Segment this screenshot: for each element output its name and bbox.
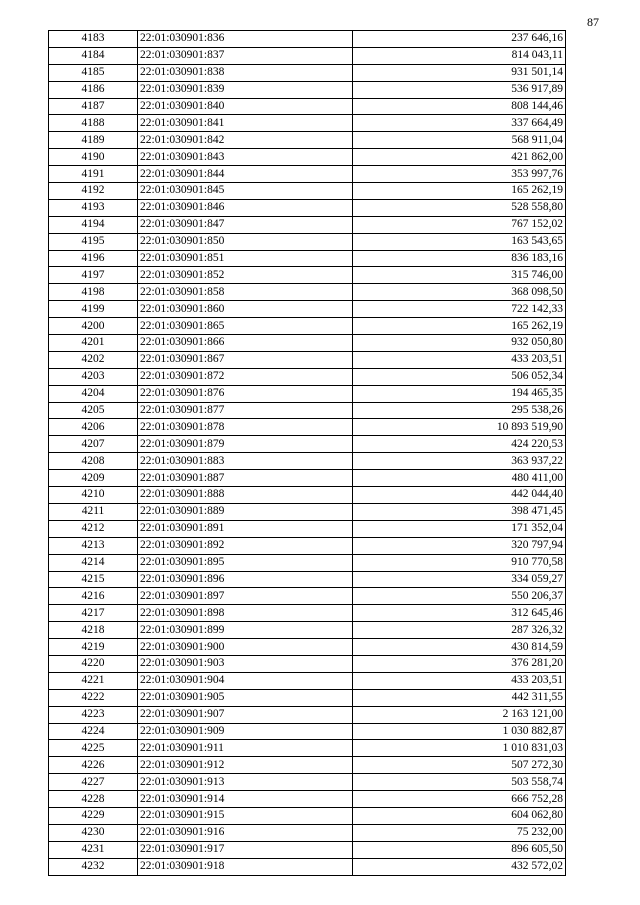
value-cell: 433 203,51 — [353, 672, 566, 689]
value-cell: 334 059,27 — [353, 571, 566, 588]
row-number-cell: 4185 — [49, 64, 138, 81]
row-number-cell: 4200 — [49, 318, 138, 335]
row-number-cell: 4219 — [49, 639, 138, 656]
cadastral-number-cell: 22:01:030901:839 — [138, 81, 353, 98]
row-number-cell: 4204 — [49, 385, 138, 402]
cadastral-number-cell: 22:01:030901:909 — [138, 723, 353, 740]
value-cell: 528 558,80 — [353, 199, 566, 216]
row-number-cell: 4231 — [49, 841, 138, 858]
table-row — [49, 402, 566, 419]
row-number-cell: 4211 — [49, 503, 138, 520]
value-cell: 503 558,74 — [353, 774, 566, 791]
table-row — [49, 301, 566, 318]
table-body — [49, 31, 566, 876]
value-cell: 376 281,20 — [353, 655, 566, 672]
cadastral-number-cell: 22:01:030901:898 — [138, 605, 353, 622]
row-number-cell: 4209 — [49, 470, 138, 487]
row-number-cell: 4187 — [49, 98, 138, 115]
table-row — [49, 841, 566, 858]
value-cell: 398 471,45 — [353, 503, 566, 520]
row-number-cell: 4214 — [49, 554, 138, 571]
value-cell: 163 543,65 — [353, 233, 566, 250]
value-cell: 836 183,16 — [353, 250, 566, 267]
cadastral-number-cell: 22:01:030901:915 — [138, 807, 353, 824]
table-row — [49, 503, 566, 520]
cadastral-number-cell: 22:01:030901:877 — [138, 402, 353, 419]
row-number-cell: 4228 — [49, 791, 138, 808]
table-row — [49, 47, 566, 64]
cadastral-number-cell: 22:01:030901:878 — [138, 419, 353, 436]
cadastral-number-cell: 22:01:030901:918 — [138, 858, 353, 875]
table-row — [49, 81, 566, 98]
value-cell: 931 501,14 — [353, 64, 566, 81]
table-row — [49, 470, 566, 487]
value-cell: 165 262,19 — [353, 183, 566, 200]
row-number-cell: 4186 — [49, 81, 138, 98]
value-cell: 368 098,50 — [353, 284, 566, 301]
cadastral-number-cell: 22:01:030901:914 — [138, 791, 353, 808]
row-number-cell: 4184 — [49, 47, 138, 64]
table-row — [49, 183, 566, 200]
cadastral-number-cell: 22:01:030901:865 — [138, 318, 353, 335]
value-cell: 430 814,59 — [353, 639, 566, 656]
cadastral-number-cell: 22:01:030901:860 — [138, 301, 353, 318]
cadastral-number-cell: 22:01:030901:841 — [138, 115, 353, 132]
value-cell: 808 144,46 — [353, 98, 566, 115]
row-number-cell: 4222 — [49, 689, 138, 706]
row-number-cell: 4213 — [49, 537, 138, 554]
table-row — [49, 453, 566, 470]
row-number-cell: 4206 — [49, 419, 138, 436]
row-number-cell: 4212 — [49, 520, 138, 537]
cadastral-number-cell: 22:01:030901:867 — [138, 351, 353, 368]
row-number-cell: 4229 — [49, 807, 138, 824]
cadastral-number-cell: 22:01:030901:840 — [138, 98, 353, 115]
table-row — [49, 740, 566, 757]
value-cell: 287 326,32 — [353, 622, 566, 639]
table-row — [49, 571, 566, 588]
value-cell: 814 043,11 — [353, 47, 566, 64]
row-number-cell: 4207 — [49, 436, 138, 453]
cadastral-number-cell: 22:01:030901:896 — [138, 571, 353, 588]
row-number-cell: 4188 — [49, 115, 138, 132]
value-cell: 910 770,58 — [353, 554, 566, 571]
cadastral-number-cell: 22:01:030901:913 — [138, 774, 353, 791]
table-row — [49, 774, 566, 791]
cadastral-number-cell: 22:01:030901:916 — [138, 824, 353, 841]
table-row — [49, 166, 566, 183]
row-number-cell: 4218 — [49, 622, 138, 639]
value-cell: 353 997,76 — [353, 166, 566, 183]
cadastral-number-cell: 22:01:030901:845 — [138, 183, 353, 200]
table-row — [49, 639, 566, 656]
table-row — [49, 216, 566, 233]
row-number-cell: 4210 — [49, 487, 138, 504]
table-row — [49, 385, 566, 402]
row-number-cell: 4190 — [49, 149, 138, 166]
cadastral-number-cell: 22:01:030901:888 — [138, 487, 353, 504]
table-row — [49, 419, 566, 436]
value-cell: 2 163 121,00 — [353, 706, 566, 723]
table-row — [49, 858, 566, 875]
cadastral-number-cell: 22:01:030901:903 — [138, 655, 353, 672]
cadastral-number-cell: 22:01:030901:866 — [138, 335, 353, 352]
table-row — [49, 31, 566, 48]
cadastral-number-cell: 22:01:030901:852 — [138, 267, 353, 284]
cadastral-number-cell: 22:01:030901:858 — [138, 284, 353, 301]
table-row — [49, 351, 566, 368]
table-row — [49, 791, 566, 808]
value-cell: 550 206,37 — [353, 588, 566, 605]
cadastral-number-cell: 22:01:030901:895 — [138, 554, 353, 571]
row-number-cell: 4189 — [49, 132, 138, 149]
cadastral-number-cell: 22:01:030901:892 — [138, 537, 353, 554]
table-row — [49, 64, 566, 81]
table-row — [49, 149, 566, 166]
value-cell: 507 272,30 — [353, 757, 566, 774]
row-number-cell: 4194 — [49, 216, 138, 233]
table-row — [49, 250, 566, 267]
cadastral-number-cell: 22:01:030901:917 — [138, 841, 353, 858]
table-row — [49, 605, 566, 622]
value-cell: 295 538,26 — [353, 402, 566, 419]
table-row — [49, 824, 566, 841]
value-cell: 442 311,55 — [353, 689, 566, 706]
row-number-cell: 4220 — [49, 655, 138, 672]
table-row — [49, 487, 566, 504]
value-cell: 666 752,28 — [353, 791, 566, 808]
row-number-cell: 4203 — [49, 368, 138, 385]
row-number-cell: 4195 — [49, 233, 138, 250]
value-cell: 932 050,80 — [353, 335, 566, 352]
row-number-cell: 4201 — [49, 335, 138, 352]
value-cell: 896 605,50 — [353, 841, 566, 858]
row-number-cell: 4199 — [49, 301, 138, 318]
value-cell: 320 797,94 — [353, 537, 566, 554]
row-number-cell: 4192 — [49, 183, 138, 200]
cadastral-number-cell: 22:01:030901:842 — [138, 132, 353, 149]
cadastral-number-cell: 22:01:030901:837 — [138, 47, 353, 64]
row-number-cell: 4191 — [49, 166, 138, 183]
cadastral-number-cell: 22:01:030901:887 — [138, 470, 353, 487]
table-row — [49, 520, 566, 537]
row-number-cell: 4216 — [49, 588, 138, 605]
row-number-cell: 4197 — [49, 267, 138, 284]
table-row — [49, 655, 566, 672]
cadastral-number-cell: 22:01:030901:876 — [138, 385, 353, 402]
row-number-cell: 4227 — [49, 774, 138, 791]
cadastral-number-cell: 22:01:030901:897 — [138, 588, 353, 605]
table-row — [49, 622, 566, 639]
table-row — [49, 233, 566, 250]
row-number-cell: 4232 — [49, 858, 138, 875]
table-row — [49, 807, 566, 824]
cadastral-number-cell: 22:01:030901:912 — [138, 757, 353, 774]
row-number-cell: 4193 — [49, 199, 138, 216]
value-cell: 315 746,00 — [353, 267, 566, 284]
row-number-cell: 4208 — [49, 453, 138, 470]
cadastral-number-cell: 22:01:030901:883 — [138, 453, 353, 470]
value-cell: 171 352,04 — [353, 520, 566, 537]
row-number-cell: 4196 — [49, 250, 138, 267]
cadastral-number-cell: 22:01:030901:889 — [138, 503, 353, 520]
cadastral-number-cell: 22:01:030901:846 — [138, 199, 353, 216]
value-cell: 767 152,02 — [353, 216, 566, 233]
table-row — [49, 436, 566, 453]
cadastral-number-cell: 22:01:030901:905 — [138, 689, 353, 706]
value-cell: 568 911,04 — [353, 132, 566, 149]
cadastral-number-cell: 22:01:030901:891 — [138, 520, 353, 537]
value-cell: 424 220,53 — [353, 436, 566, 453]
table-row — [49, 368, 566, 385]
value-cell: 536 917,89 — [353, 81, 566, 98]
value-cell: 480 411,00 — [353, 470, 566, 487]
row-number-cell: 4215 — [49, 571, 138, 588]
cadastral-number-cell: 22:01:030901:899 — [138, 622, 353, 639]
cadastral-number-cell: 22:01:030901:843 — [138, 149, 353, 166]
cadastral-number-cell: 22:01:030901:900 — [138, 639, 353, 656]
value-cell: 165 262,19 — [353, 318, 566, 335]
value-cell: 421 862,00 — [353, 149, 566, 166]
cadastral-value-table — [48, 30, 566, 876]
table-row — [49, 199, 566, 216]
table-row — [49, 132, 566, 149]
row-number-cell: 4225 — [49, 740, 138, 757]
value-cell: 194 465,35 — [353, 385, 566, 402]
value-cell: 442 044,40 — [353, 487, 566, 504]
cadastral-number-cell: 22:01:030901:850 — [138, 233, 353, 250]
table-row — [49, 554, 566, 571]
table-row — [49, 335, 566, 352]
value-cell: 722 142,33 — [353, 301, 566, 318]
cadastral-number-cell: 22:01:030901:872 — [138, 368, 353, 385]
cadastral-number-cell: 22:01:030901:838 — [138, 64, 353, 81]
value-cell: 604 062,80 — [353, 807, 566, 824]
row-number-cell: 4230 — [49, 824, 138, 841]
cadastral-number-cell: 22:01:030901:879 — [138, 436, 353, 453]
value-cell: 237 646,16 — [353, 31, 566, 48]
table-row — [49, 723, 566, 740]
table-row — [49, 537, 566, 554]
row-number-cell: 4221 — [49, 672, 138, 689]
table-row — [49, 267, 566, 284]
cadastral-number-cell: 22:01:030901:844 — [138, 166, 353, 183]
cadastral-number-cell: 22:01:030901:907 — [138, 706, 353, 723]
cadastral-number-cell: 22:01:030901:904 — [138, 672, 353, 689]
row-number-cell: 4202 — [49, 351, 138, 368]
cadastral-number-cell: 22:01:030901:911 — [138, 740, 353, 757]
cadastral-number-cell: 22:01:030901:847 — [138, 216, 353, 233]
row-number-cell: 4198 — [49, 284, 138, 301]
row-number-cell: 4226 — [49, 757, 138, 774]
table-row — [49, 115, 566, 132]
value-cell: 10 893 519,90 — [353, 419, 566, 436]
page-number: 87 — [587, 15, 599, 29]
row-number-cell: 4183 — [49, 31, 138, 48]
value-cell: 1 010 831,03 — [353, 740, 566, 757]
value-cell: 363 937,22 — [353, 453, 566, 470]
table-row — [49, 757, 566, 774]
value-cell: 75 232,00 — [353, 824, 566, 841]
row-number-cell: 4223 — [49, 706, 138, 723]
value-cell: 312 645,46 — [353, 605, 566, 622]
table-row — [49, 689, 566, 706]
value-cell: 1 030 882,87 — [353, 723, 566, 740]
value-cell: 432 572,02 — [353, 858, 566, 875]
cadastral-number-cell: 22:01:030901:851 — [138, 250, 353, 267]
table-row — [49, 318, 566, 335]
cadastral-number-cell: 22:01:030901:836 — [138, 31, 353, 48]
table-row — [49, 588, 566, 605]
value-cell: 506 052,34 — [353, 368, 566, 385]
table-row — [49, 284, 566, 301]
row-number-cell: 4224 — [49, 723, 138, 740]
table-row — [49, 98, 566, 115]
table-row — [49, 706, 566, 723]
row-number-cell: 4217 — [49, 605, 138, 622]
value-cell: 337 664,49 — [353, 115, 566, 132]
value-cell: 433 203,51 — [353, 351, 566, 368]
row-number-cell: 4205 — [49, 402, 138, 419]
table-row — [49, 672, 566, 689]
